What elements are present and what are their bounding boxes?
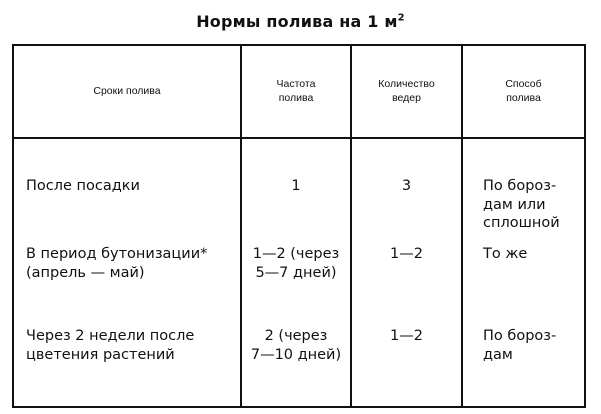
row-3-buckets-line-1: 1—2 [390,328,423,344]
row-1-frequency-line-1: 1 [291,178,301,194]
row-1-period-line-1: После посадки [26,178,140,194]
row-2-method [483,245,527,264]
header-period-label: Сроки полива [93,85,161,97]
header-method-line-2: полива [506,92,541,104]
row-3-method [483,327,556,364]
header-buckets [352,77,461,105]
header-frequency-line-1: Частота [276,78,316,90]
table-top-rule [12,44,586,46]
row-1-buckets-line-1: 3 [401,178,412,194]
row-2-frequency-line-1: 1—2 (через [252,246,340,262]
row-1-frequency [242,177,350,196]
row-2-period-line-2: (апрель — май) [26,264,145,281]
row-2-period [26,245,207,282]
page-title-text: Нормы полива на 1 м [196,12,398,31]
table-left-rule [12,44,14,408]
row-2-frequency-line-2: 5—7 дней) [255,264,337,281]
header-method-line-1: Способ [505,78,542,90]
row-3-period [26,327,194,364]
row-1-method-line-1: По бороз- [483,178,557,194]
row-1-period [26,177,140,196]
row-2-period-line-1: В период бутонизации* [26,246,208,262]
row-3-method-line-1: По бороз- [483,328,557,344]
page-title [0,12,601,31]
header-period [14,84,240,98]
row-2-buckets [352,245,461,264]
row-3-frequency-line-1: 2 (через [264,328,328,344]
header-frequency-line-2: полива [278,92,314,104]
row-3-period-line-1: Через 2 недели после [26,328,195,344]
header-frequency [242,77,350,105]
watering-norms-table [12,44,586,408]
row-1-method [483,177,560,233]
table-right-rule [584,44,586,408]
row-2-method-line-1: То же [483,246,528,262]
table-bottom-rule [12,406,586,408]
row-3-buckets [352,327,461,346]
row-3-period-line-2: цветения растений [26,346,175,363]
header-method [463,77,584,105]
row-1-method-line-2: дам или [483,196,546,213]
row-3-frequency-line-2: 7—10 дней) [250,346,342,363]
page-title-superscript: 2 [397,12,405,24]
header-buckets-line-2: ведер [392,92,421,104]
table-header-rule [12,137,586,139]
row-3-method-line-2: дам [483,346,513,363]
row-2-buckets-line-1: 1—2 [390,246,423,262]
row-2-frequency [242,245,350,282]
row-3-frequency [242,327,350,364]
header-buckets-line-1: Количество [378,78,435,90]
row-1-method-line-3: сплошной [483,215,560,231]
row-1-buckets [352,177,461,196]
